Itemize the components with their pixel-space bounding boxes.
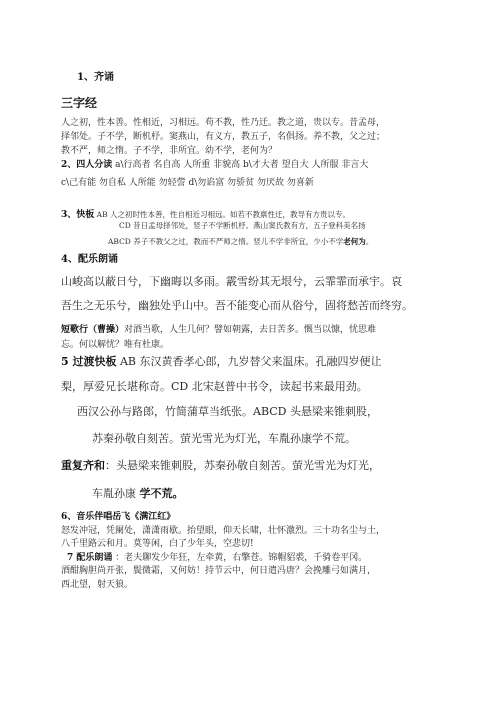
text-line: 西北望，射天狼。: [61, 580, 134, 590]
section-3-text: AB 人之初时性本善，性自相近习相远。如若不教禀性迁，教导有方贵以专。: [94, 210, 350, 219]
repeat-heading: 重复齐和: [61, 459, 105, 472]
emphasis-text: 学不荒。: [139, 487, 184, 500]
section-2-heading: 2、四人分读: [61, 160, 113, 170]
section-5-heading: 5 过渡快板: [61, 355, 117, 368]
sanzijing-title: 三字经: [61, 96, 98, 110]
text-span: 。: [365, 237, 374, 246]
section-1-heading: 1、齐诵: [77, 72, 114, 83]
section-6-heading: 6、音乐伴唱岳飞《满江红》: [61, 512, 176, 522]
text-line: [61, 202, 350, 221]
section-7-heading: 7 配乐朗诵: [67, 553, 113, 563]
emphasis-text: 老何为: [343, 237, 366, 246]
text-line: 教不严，师之惰。子不学，非所宜。幼不学，老何为？: [61, 146, 278, 156]
text-line: 苏秦孙敬自刻苦。萤光雪光为灯光，车胤孙康学不荒。: [92, 432, 356, 445]
section-4-heading: 4、配乐朗诵: [61, 254, 118, 265]
text-span: AB 东汉黄香孝心郎，九岁替父来温床。孔融四岁便让: [116, 355, 382, 368]
text-line: 八千里路云和月。莫等闲，白了少年头，空悲切!: [61, 539, 254, 549]
text-line: 吾生之无乐兮，幽独处乎山中。吾不能变心而从俗兮，固将愁苦而终穷。: [61, 299, 413, 312]
text-span: ABCD 养子不教父之过，教而不严师之惰。竖儿不学非所宜，少小不学: [108, 237, 344, 246]
text-span: 车胤孙康: [92, 487, 140, 500]
section-3-heading: 3、快板: [61, 210, 95, 220]
text-line: [61, 457, 380, 473]
text-line: 酒酣胸胆尚开张，鬓微霜，又何妨！持节云中，何日遣冯唐？会挽雕弓如满月，: [61, 566, 377, 576]
text-line: CD 昔日孟母择邻处，竖子不学断机杼。燕山窦氏教有方，五子登科美名扬: [119, 221, 366, 230]
text-line: c\己有能 勿自私 人所能 勿轻訾 d\勿谄富 勿骄贫 勿厌故 勿喜新: [61, 178, 314, 188]
text-line: 择邻处。子不学，断机杼。窦燕山，有义方，教五子，名俱扬。养不教，父之过；: [61, 132, 386, 142]
section-2-text: a\行高者 名自高 人所重 非貌高 b\才大者 望自大 人所服 非言大: [112, 160, 369, 170]
text-line: [108, 236, 373, 247]
poem-title: 短歌行（曹操）: [61, 325, 125, 335]
text-line: 怒发冲冠，凭阑处，潇潇雨歇。抬望眼，仰天长啸，壮怀激烈。三十功名尘与土，: [61, 526, 386, 536]
text-line: 山峻高以蔽日兮，下幽晦以多雨。霰雪纷其无垠兮，云霏霏而承宇。哀: [61, 275, 402, 288]
text-line: [92, 485, 184, 501]
text-line: [61, 353, 382, 369]
text-span: ：老夫聊发少年狂，左牵黄，右擎苍。锦帽貂裘，千骑卷平冈。: [112, 553, 368, 563]
text-span: ：头悬梁来锥刺股，苏秦孙敬自刻苦。萤光雪光为灯光，: [105, 459, 380, 472]
text-line: [61, 157, 368, 170]
text-line: 人之初，性本善。性相近，习相远。苟不教，性乃迁。教之道，贵以专。昔孟母，: [61, 118, 386, 128]
text-line: [67, 550, 367, 563]
text-line: 梨，厚爱兄长堪称奇。CD 北宋赵普中书令，读起书来最用劲。: [61, 380, 368, 393]
text-line: 西汉公孙与路郎，竹简蒲草当纸张。ABCD 头悬梁来锥刺股，: [77, 405, 378, 418]
text-line: [61, 322, 376, 335]
text-span: 对酒当歌，人生几何？譬如朝露，去日苦多。慨当以慷，忧思难: [124, 325, 377, 335]
text-line: 忘。何以解忧？唯有杜康。: [61, 340, 170, 350]
